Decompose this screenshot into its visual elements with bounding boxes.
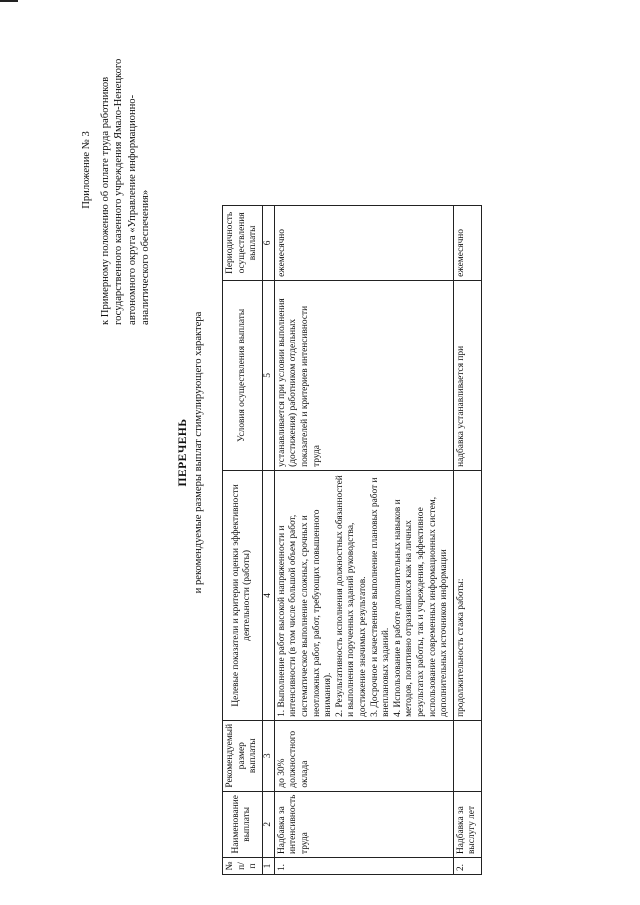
payment-conditions: надбавка устанавливается при (453, 280, 481, 470)
payment-name: Надбавка за интенсивность труда (274, 791, 453, 857)
table-header-row (223, 205, 263, 874)
row-number: 1. (274, 858, 453, 875)
payment-conditions: устанавливается при условии выполнения (достижения) работником отдельных показателей и критериев интенсивности труда (274, 280, 453, 470)
payment-name: Надбавка за выслугу лет (453, 791, 481, 857)
payment-size (453, 720, 481, 791)
payments-table (222, 205, 482, 875)
document-title: ПЕРЕЧЕНЬ (177, 418, 189, 487)
column-number-row (262, 205, 274, 874)
column-number: 6 (262, 205, 274, 280)
payment-criteria: продолжительность стажа работы: (453, 470, 481, 720)
table-row (274, 205, 453, 874)
appendix-line: государственного казенного учреждения Ямало-Ненецкого (113, 58, 124, 325)
column-number: 4 (262, 470, 274, 720)
document-subtitle: и рекомендуемые размеры выплат стимулирующего характера (193, 311, 204, 594)
header-conditions: Условия осуществления выплаты (223, 280, 263, 470)
column-number: 1 (262, 858, 274, 875)
payment-size: до 30% должностного оклада (274, 720, 453, 791)
column-number: 5 (262, 280, 274, 470)
row-number: 2. (453, 858, 481, 875)
appendix-line: аналитического обеспечения» (140, 189, 151, 325)
header-period: Периодичность осуществления выплаты (223, 205, 263, 280)
appendix-line: автономного округа «Управление информационно- (126, 94, 138, 325)
appendix-title: Приложение № 3 (81, 131, 92, 209)
header-name: Наименование выплаты (223, 791, 263, 857)
header-size: Рекомендуемый размер выплаты (223, 720, 263, 791)
appendix-header (80, 15, 153, 325)
appendix-line: к Примерному положению об оплате труда работников (99, 76, 111, 325)
header-number: № п/п (223, 858, 263, 875)
header-criteria: Целевые показатели и критерии оценки эффективности деятельности (работы) (223, 470, 263, 720)
payment-criteria: 1. Выполнение работ высокой напряженности и интенсивности (в том числе большой объем работ, систематическое выполнение сложных, срочных и неотложных работ, работ, требующих повышенного внимания). 2. Результативность исполнения должностных обязанностей и выполнения порученных заданий руководства, достижение значимых результатов. 3. Досрочное и качественное выполнение плановых работ и внеплановых заданий. 4. Использование в работе дополнительных навыков и методов, позитивно отразившихся как на личных результатах работы, так и учреждения, эффективное использование современных информационных систем, дополнительных источников информации (274, 470, 453, 720)
table-row (453, 205, 481, 874)
column-number: 2 (262, 791, 274, 857)
payment-period: ежемесячно (274, 205, 453, 280)
payment-period: ежемесячно (453, 205, 481, 280)
column-number: 3 (262, 720, 274, 791)
